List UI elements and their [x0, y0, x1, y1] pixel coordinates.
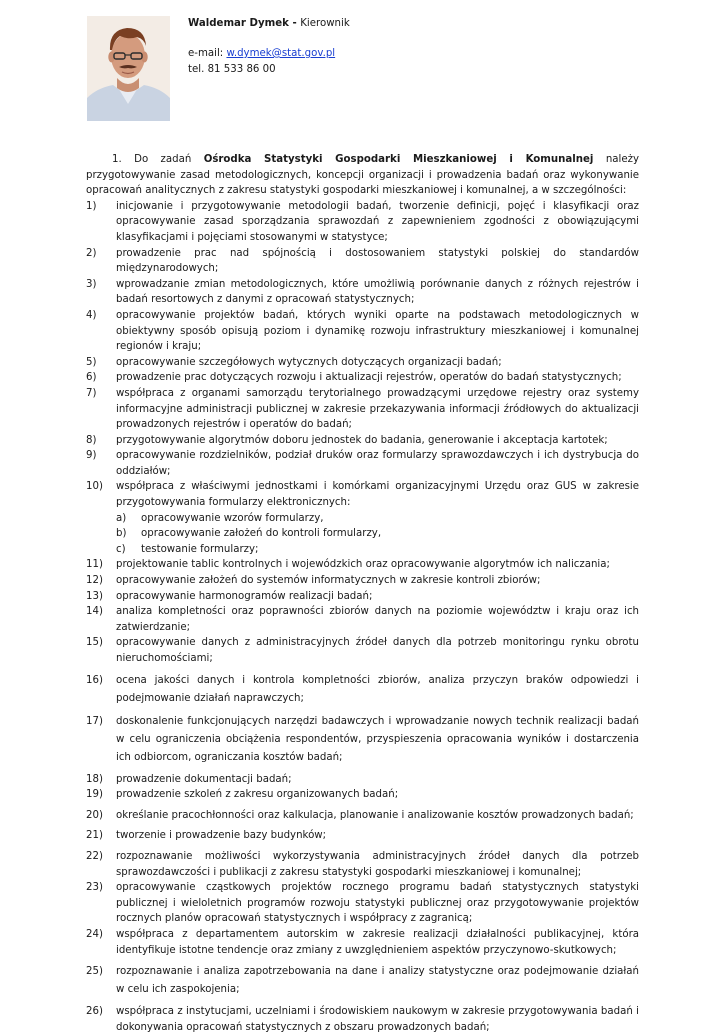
item-number: 24): [86, 928, 103, 940]
item-number: 7): [86, 387, 97, 399]
item-text: współpraca z instytucjami, uczelniami i środowiskiem naukowym w zakresie przygotowywania badań i dokonywania opracowań statystycznych z obszaru prowadzonych badań;: [116, 1006, 639, 1033]
sub-list-item: [116, 511, 639, 527]
item-number: 4): [86, 309, 97, 321]
item-number: 14): [86, 606, 103, 618]
item-text: wprowadzanie zmian metodologicznych, które umożliwią porównanie danych z różnych rejestrów i badań resortowych z danymi z opracowań statystycznych;: [116, 278, 639, 306]
email-link[interactable]: w.dymek@stat.gov.pl: [226, 48, 336, 59]
list-item: [86, 849, 639, 880]
portrait-photo: [87, 16, 170, 121]
item-number: 11): [86, 559, 103, 571]
list-item: [86, 927, 639, 958]
item-text: analiza kompletności oraz poprawności zbiorów danych na poziomie województw i kraju oraz ich zatwierdzanie;: [116, 606, 639, 633]
list-item: [86, 573, 639, 589]
item-text: prowadzenie prac nad spójnością i dostosowaniem statystyki polskiej do standardów międzynarodowych;: [116, 247, 639, 275]
item-text: opracowywanie założeń do systemów informatycznych w zakresie kontroli zbiorów;: [116, 575, 541, 587]
unit-name: Ośrodka Statystyki Gospodarki Mieszkaniowej i Komunalnej: [203, 154, 594, 165]
item-text: określanie pracochłonności oraz kalkulacja, planowanie i analizowanie kosztów prowadzonych badań;: [116, 809, 634, 821]
name-row: [188, 16, 350, 31]
list-item: [86, 479, 639, 557]
item-number: 6): [86, 372, 97, 384]
item-number: 26): [86, 1006, 103, 1018]
item-text: przygotowywanie algorytmów doboru jednostek do badania, generowanie i akceptacja kartotek;: [116, 434, 608, 446]
list-item: [86, 589, 639, 605]
item-text: doskonalenie funkcjonujących narzędzi badawczych i wprowadzanie nowych technik realizacji badań w celu ograniczenia obciążenia respondentów, przyspieszenia opracowania wyników i dostarczenia ich odbiorcom, ograniczania kosztów badań;: [116, 715, 639, 763]
item-text: ocena jakości danych i kontrola kompletności zbiorów, analiza przyczyn braków odpowiedzi i podejmowanie działań naprawczych;: [116, 674, 639, 704]
item-text: opracowywanie cząstkowych projektów rocznego programu badań statystycznych statystyki publicznej i wieloletnich programów rozwoju statystyki publicznej oraz przygotowywanie projektów rocznych planów opracowań statystycznych i współpracy z zagranicą;: [116, 882, 639, 925]
list-item: [86, 448, 639, 479]
item-number: 8): [86, 434, 97, 446]
item-number: 5): [86, 356, 97, 368]
item-number: 20): [86, 809, 103, 821]
list-item: [86, 672, 639, 708]
list-item: [86, 370, 639, 386]
list-item: [86, 386, 639, 433]
item-number: 13): [86, 590, 103, 602]
item-number: 10): [86, 481, 103, 493]
list-item: [86, 713, 639, 767]
sub-list-item: [116, 526, 639, 542]
role-separator: -: [288, 18, 301, 29]
sub-item-letter: b): [116, 528, 127, 540]
item-text: tworzenie i prowadzenie bazy budynków;: [116, 830, 327, 842]
list-item: [86, 880, 639, 927]
intro-paragraph: [86, 152, 639, 199]
sub-list: [116, 511, 639, 558]
item-text: opracowywanie harmonogramów realizacji badań;: [116, 590, 373, 602]
sub-item-letter: a): [116, 512, 127, 524]
item-number: 21): [86, 830, 103, 842]
list-item: [86, 199, 639, 246]
item-number: 19): [86, 789, 103, 801]
list-item: [86, 635, 639, 666]
item-text: prowadzenie prac dotyczących rozwoju i aktualizacji rejestrów, operatów do badań statystycznych;: [116, 372, 622, 384]
item-number: 22): [86, 850, 103, 862]
list-item: [86, 828, 639, 844]
intro-suffix: należy przygotowywanie zasad metodologicznych, koncepcji organizacji i prowadzenia badań oraz wykonywanie opracowań analitycznych z zakresu statystyki gospodarki mieszkaniowej i komunalnej, a w szczególności:: [86, 154, 639, 197]
item-text: opracowywanie projektów badań, których wyniki oparte na podstawach metodologicznych w obiektywny sposób opisują poziom i dynamikę rozwoju infrastruktury mieszkaniowej i komunalnej regionów i kraju;: [116, 309, 639, 353]
sub-item-letter: c): [116, 543, 126, 555]
item-text: rozpoznawanie i analiza zapotrzebowania na dane i analizy statystyczne oraz podejmowanie działań w celu ich zaspokojenia;: [116, 966, 639, 996]
list-item: [86, 963, 639, 999]
person-name: Waldemar Dymek: [188, 18, 289, 29]
sub-item-text: testowanie formularzy;: [141, 543, 259, 555]
intro-number: 1.: [112, 154, 122, 165]
item-number: 2): [86, 247, 97, 259]
list-item: [86, 808, 639, 824]
item-number: 3): [86, 278, 97, 290]
item-number: 18): [86, 773, 103, 785]
email-row: [188, 46, 350, 61]
list-item: [86, 557, 639, 573]
list-item: [86, 433, 639, 449]
item-number: 23): [86, 882, 103, 894]
item-text: projektowanie tablic kontrolnych i wojewódzkich oraz opracowywanie algorytmów ich naliczania;: [116, 559, 610, 571]
phone-number: tel. 81 533 86 00: [188, 64, 276, 75]
item-text: prowadzenie dokumentacji badań;: [116, 773, 292, 785]
sub-list-item: [116, 542, 639, 558]
item-text: współpraca z organami samorządu terytorialnego prowadzącymi urzędowe rejestry oraz systemy informacyjne administracji publicznej w zakresie przekazywania informacji źródłowych do aktualizacji prowadzonych rejestrów i operatów do badań;: [116, 387, 639, 431]
list-item: [86, 246, 639, 277]
item-number: 1): [86, 200, 97, 212]
list-item: [86, 1004, 639, 1035]
item-text: opracowywanie danych z administracyjnych źródeł danych dla potrzeb monitoringu rynku obrotu nieruchomościami;: [116, 637, 639, 664]
item-number: 15): [86, 637, 103, 649]
item-number: 9): [86, 450, 97, 462]
sub-item-text: opracowywanie wzorów formularzy,: [141, 512, 324, 524]
portrait-photo-icon: [87, 16, 170, 121]
item-number: 17): [86, 715, 103, 727]
item-number: 12): [86, 575, 103, 587]
item-text: rozpoznawanie możliwości wykorzystywania administracyjnych źródeł danych dla potrzeb sprawozdawczości i publikacji z zakresu statystyki gospodarki mieszkaniowej i komunalnej;: [116, 850, 639, 878]
list-item: [86, 355, 639, 371]
item-number: 25): [86, 966, 103, 978]
duties-section: [86, 152, 639, 1035]
item-text: opracowywanie szczegółowych wytycznych dotyczących organizacji badań;: [116, 356, 502, 368]
list-item: [86, 308, 639, 355]
item-text: prowadzenie szkoleń z zakresu organizowanych badań;: [116, 789, 399, 801]
item-text: inicjowanie i przygotowywanie metodologii badań, tworzenie definicji, pojęć i klasyfikacji oraz opracowywanie zasad sporządzania sprawozdań z zapewnieniem zgodności z obowiązującymi klasyfikacjami i pojęciami stosowanymi w statystyce;: [116, 200, 639, 243]
item-text: opracowywanie rozdzielników, podział druków oraz formularzy sprawozdawczych i ich dystrybucja do oddziałów;: [116, 450, 639, 477]
item-text: współpraca z departamentem autorskim w zakresie realizacji działalności publikacyjnej, która identyfikuje istotne tendencje oraz zmiany z uwzględnieniem aspektów przyczynowo-skutkowych;: [116, 928, 639, 956]
person-role: Kierownik: [300, 18, 350, 29]
task-list: [86, 199, 639, 1035]
list-item: [86, 787, 639, 803]
list-item: [86, 277, 639, 308]
intro-prefix: Do zadań: [134, 154, 192, 165]
sub-item-text: opracowywanie założeń do kontroli formularzy,: [141, 528, 382, 540]
email-label: e-mail:: [188, 48, 227, 59]
contact-header: [188, 16, 350, 77]
list-item: [86, 772, 639, 788]
list-item: [86, 604, 639, 635]
item-number: 16): [86, 674, 103, 686]
item-text: współpraca z właściwymi jednostkami i komórkami organizacyjnymi Urzędu oraz GUS w zakresie przygotowywania formularzy elektronicznych:: [116, 481, 639, 509]
